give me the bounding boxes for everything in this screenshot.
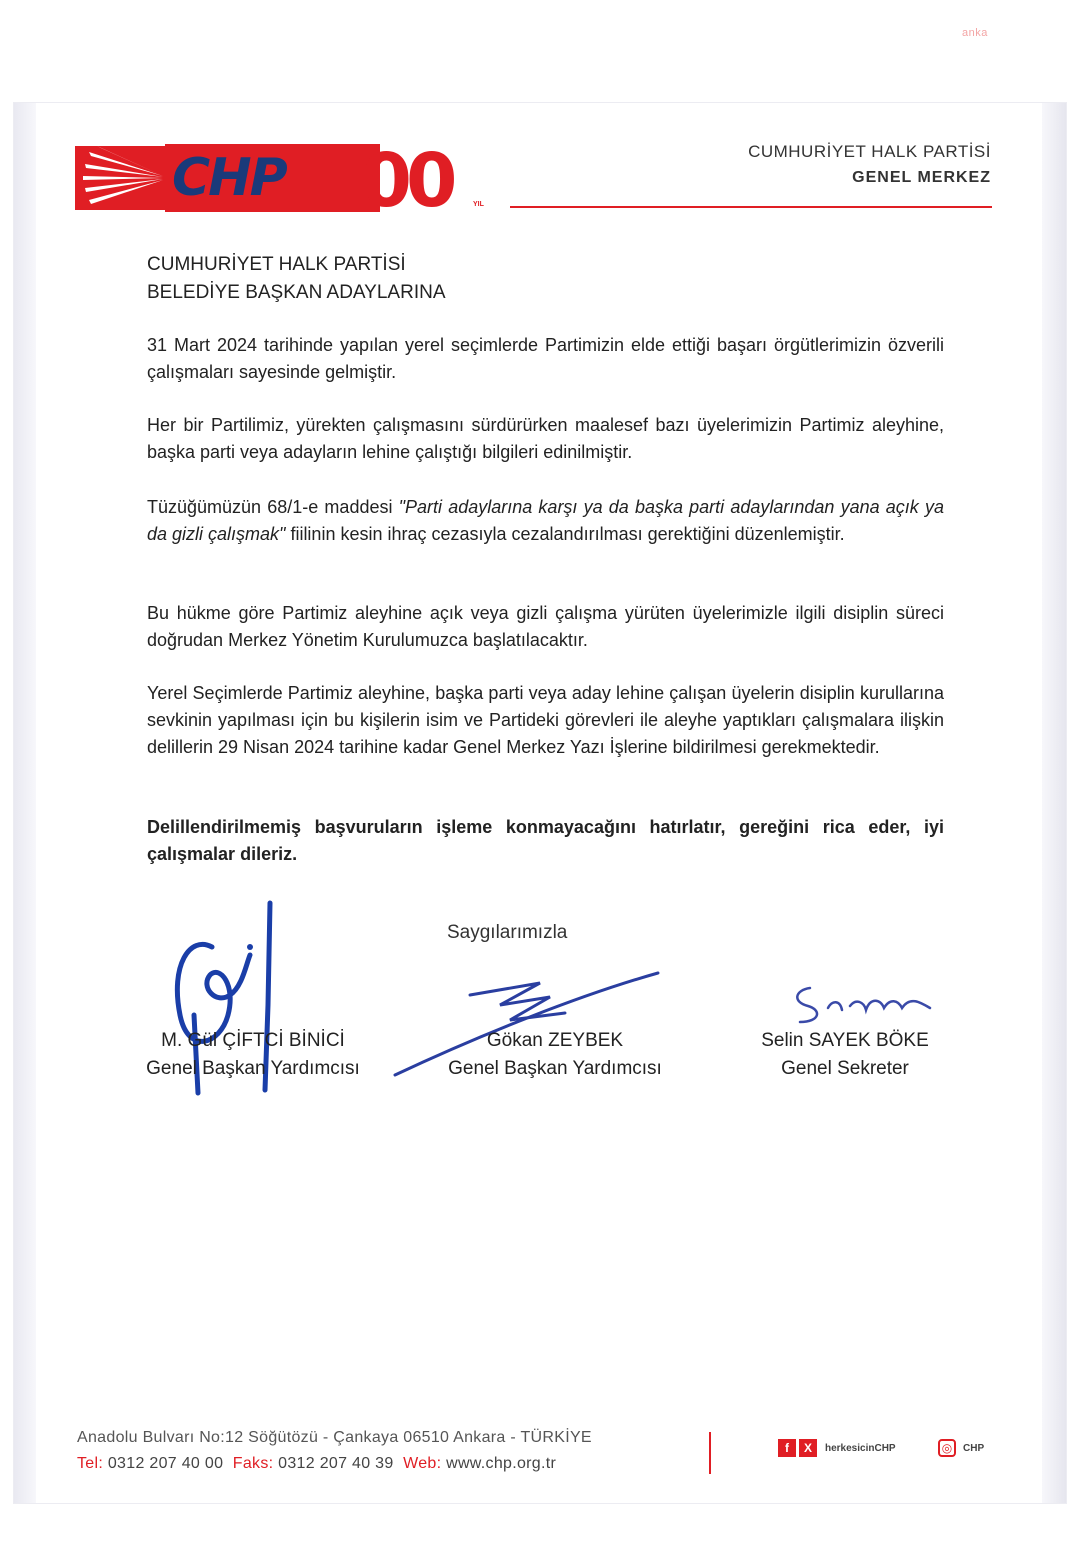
chp-logo-text: CHP [172,148,286,208]
paragraph-5: Yerel Seçimlerde Partimiz aleyhine, başka parti veya aday lehine çalışan üyelerin disiplin kurullarına sevkinin yapılması için bu kişilerin isim ve Partideki görevleri ile aleyhe yaptıkları çalışmalara ilişkin delillerin 29 Nisan 2024 tarihine kadar Genel Merkez Yazı İşlerine bildirilmesi gerekmektedir. [147,683,944,757]
addressee-line-2: BELEDİYE BAŞKAN ADAYLARINA [147,282,446,303]
paragraph-2: Her bir Partilimiz, yürekten çalışmasını sürdürürken maalesef bazı üyelerimizin Partimiz aleyhine, başka parti veya adayların lehine çalıştığı bilgileri edinilmiştir. [147,415,944,462]
org-unit: GENEL MERKEZ [852,169,991,186]
footer-contact [77,1455,556,1473]
instagram-handle[interactable]: CHP [963,1442,985,1454]
tel-label: Tel: [77,1455,104,1472]
chp-100-logo [75,138,515,224]
sheet-edge-left [14,103,36,1503]
tel-number: 0312 207 40 00 [107,1455,224,1472]
paragraph-6: Delillendirilmemiş başvuruların işleme konmayacağını hatırlatır, gereğini rica eder, iyi çalışmalar dileriz. [147,817,944,864]
agency-watermark: anka [962,27,988,39]
signatory-2-name: Gökan ZEYBEK [486,1030,624,1051]
paragraph-3-lead: Tüzüğümüzün 68/1-e maddesi [147,497,399,517]
social-links [778,1438,896,1458]
centennial-suffix: YIL [473,201,484,208]
paragraph-4: Bu hükme göre Partimiz aleyhine açık veya gizli çalışma yürüten üyelerimizle ilgili disiplin süreci doğrudan Merkez Yönetim Kurulumuzca başlatılacaktır. [147,603,944,650]
fax-number: 0312 207 40 39 [278,1455,394,1472]
org-name: CUMHURİYET HALK PARTİSİ [748,142,991,161]
facebook-icon[interactable]: f [778,1439,796,1457]
letter-sheet [14,103,1066,1503]
six-arrows-icon [75,146,165,210]
addressee [147,251,446,307]
footer-address: Anadolu Bulvarı No:12 Söğütözü - Çankaya 06510 Ankara - TÜRKİYE [77,1429,592,1446]
signatory-2-title: Genel Başkan Yardımcısı [448,1058,662,1079]
signatory-3-name: Selin SAYEK BÖKE [761,1030,929,1051]
web-label: Web: [403,1455,442,1472]
web-url[interactable]: www.chp.org.tr [446,1455,557,1472]
centennial-number: 100 [315,138,452,224]
social-handle[interactable]: herkesicinCHP [825,1442,896,1454]
signatory-3-title: Genel Sekreter [781,1058,909,1079]
fax-label: Faks: [232,1455,274,1472]
paragraph-1: 31 Mart 2024 tarihinde yapılan yerel seçimlerde Partimizin elde ettiği başarı örgütlerimizin özverili çalışmaları sayesinde gelmiştir. [147,335,944,382]
bylaw-quote: "Parti adaylarına karşı ya da başka parti adaylarından yana açık ya da gizli çalışmak" [147,497,944,544]
signatory-1 [133,1027,373,1083]
signatory-1-title: Genel Başkan Yardımcısı [146,1058,360,1079]
instagram-icon[interactable]: ◎ [938,1439,956,1457]
sheet-edge-right [1042,103,1066,1503]
footer-divider [709,1432,711,1474]
paragraph-3 [147,494,944,548]
header-divider [510,206,992,208]
addressee-line-1: CUMHURİYET HALK PARTİSİ [147,254,406,275]
signatory-3 [735,1027,955,1083]
paragraph-3-tail: fiilinin kesin ihraç cezasıyla cezalandırılması gerektiğini düzenlemiştir. [285,524,845,544]
closing-salutation: Saygılarımızla [447,922,568,943]
signatory-2 [430,1027,680,1083]
instagram-link [938,1438,984,1458]
signatory-1-name: M. Gül ÇİFTCİ BİNİCİ [161,1030,345,1051]
x-icon[interactable]: X [799,1439,817,1457]
